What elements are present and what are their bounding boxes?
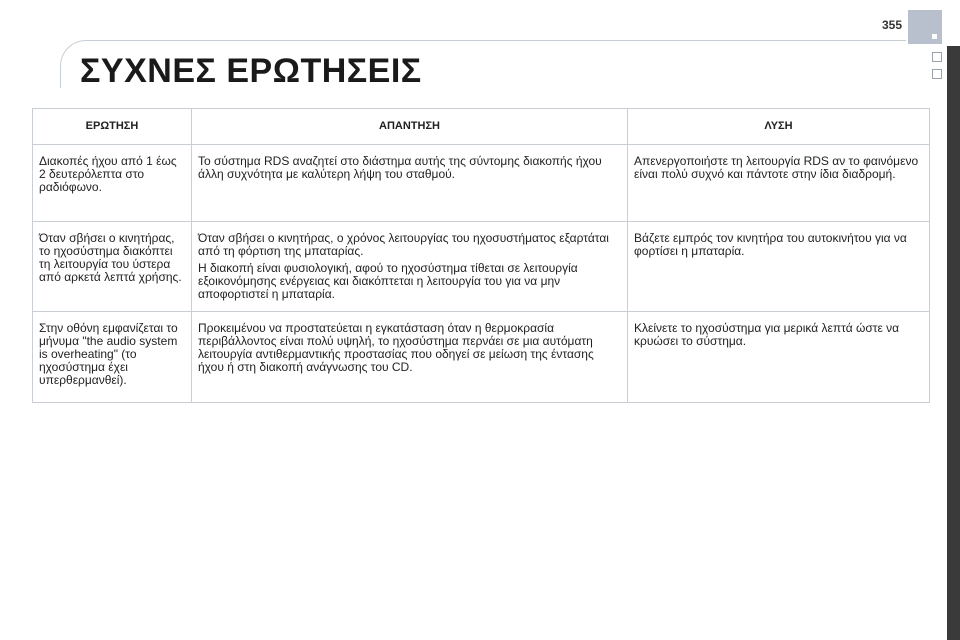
solution-cell: Κλείνετε το ηχοσύστημα για μερικά λεπτά ώστε να κρυώσει το σύστημα. [628,312,930,403]
nav-checkbox-1[interactable] [932,52,942,62]
question-cell: Διακοπές ήχου από 1 έως 2 δευτερόλεπτα στο ραδιόφωνο. [33,145,192,222]
table-header-row [33,109,930,145]
table-row [33,145,930,222]
solution-cell: Απενεργοποιήστε τη λειτουργία RDS αν το φαινόμενο είναι πολύ συχνό και πάντοτε στην ίδια διαδρομή. [628,145,930,222]
side-scrollbar[interactable] [947,46,960,640]
table-row [33,312,930,403]
answer-paragraph: Το σύστημα RDS αναζητεί στο διάστημα αυτής της σύντομης διακοπής ήχου άλλη συχνότητα με καλύτερη λήψη του σταθμού. [198,154,602,181]
solution-cell: Βάζετε εμπρός τον κινητήρα του αυτοκινήτου για να φορτίσει η μπαταρία. [628,222,930,312]
faq-table [32,108,930,403]
header-solution: ΛΥΣΗ [628,109,930,145]
question-cell: Στην οθόνη εμφανίζεται το μήνυμα "the audio system is overheating" (το ηχοσύστημα έχει υπερθερμανθεί). [33,312,192,403]
corner-tab-marker [908,10,942,44]
answer-cell [192,222,628,312]
page-number: 355 [881,18,902,32]
question-cell: Όταν σβήσει ο κινητήρας, το ηχοσύστημα διακόπτει τη λειτουργία του ύστερα από αρκετά λεπτά χρήσης. [33,222,192,312]
header-answer: ΑΠΑΝΤΗΣΗ [192,109,628,145]
table-row [33,222,930,312]
answer-paragraph: Η διακοπή είναι φυσιολογική, αφού το ηχοσύστημα τίθεται σε λειτουργία εξοικονόμησης ενέργειας και διακόπτεται η λειτουργία του για να μην αποφορτιστεί η μπαταρία. [198,261,578,301]
answer-cell [192,312,628,403]
answer-paragraph: Όταν σβήσει ο κινητήρας, ο χρόνος λειτουργίας του ηχοσυστήματος εξαρτάται από τη φόρτιση της μπαταρίας. [198,231,609,258]
nav-checkbox-2[interactable] [932,69,942,79]
page-title: ΣΥΧΝΕΣ ΕΡΩΤΗΣΕΙΣ [80,52,422,90]
answer-cell [192,145,628,222]
header-question: ΕΡΩΤΗΣΗ [33,109,192,145]
answer-paragraph: Προκειμένου να προστατεύεται η εγκατάσταση όταν η θερμοκρασία περιβάλλοντος είναι πολύ υψηλή, το ηχοσύστημα περνάει σε μια αυτόματη λειτουργία αντιθερμαντικής προστασίας που οδηγεί σε μείωση της έντασης ήχου ή στη διακοπή ανάγνωσης του CD. [198,321,594,374]
